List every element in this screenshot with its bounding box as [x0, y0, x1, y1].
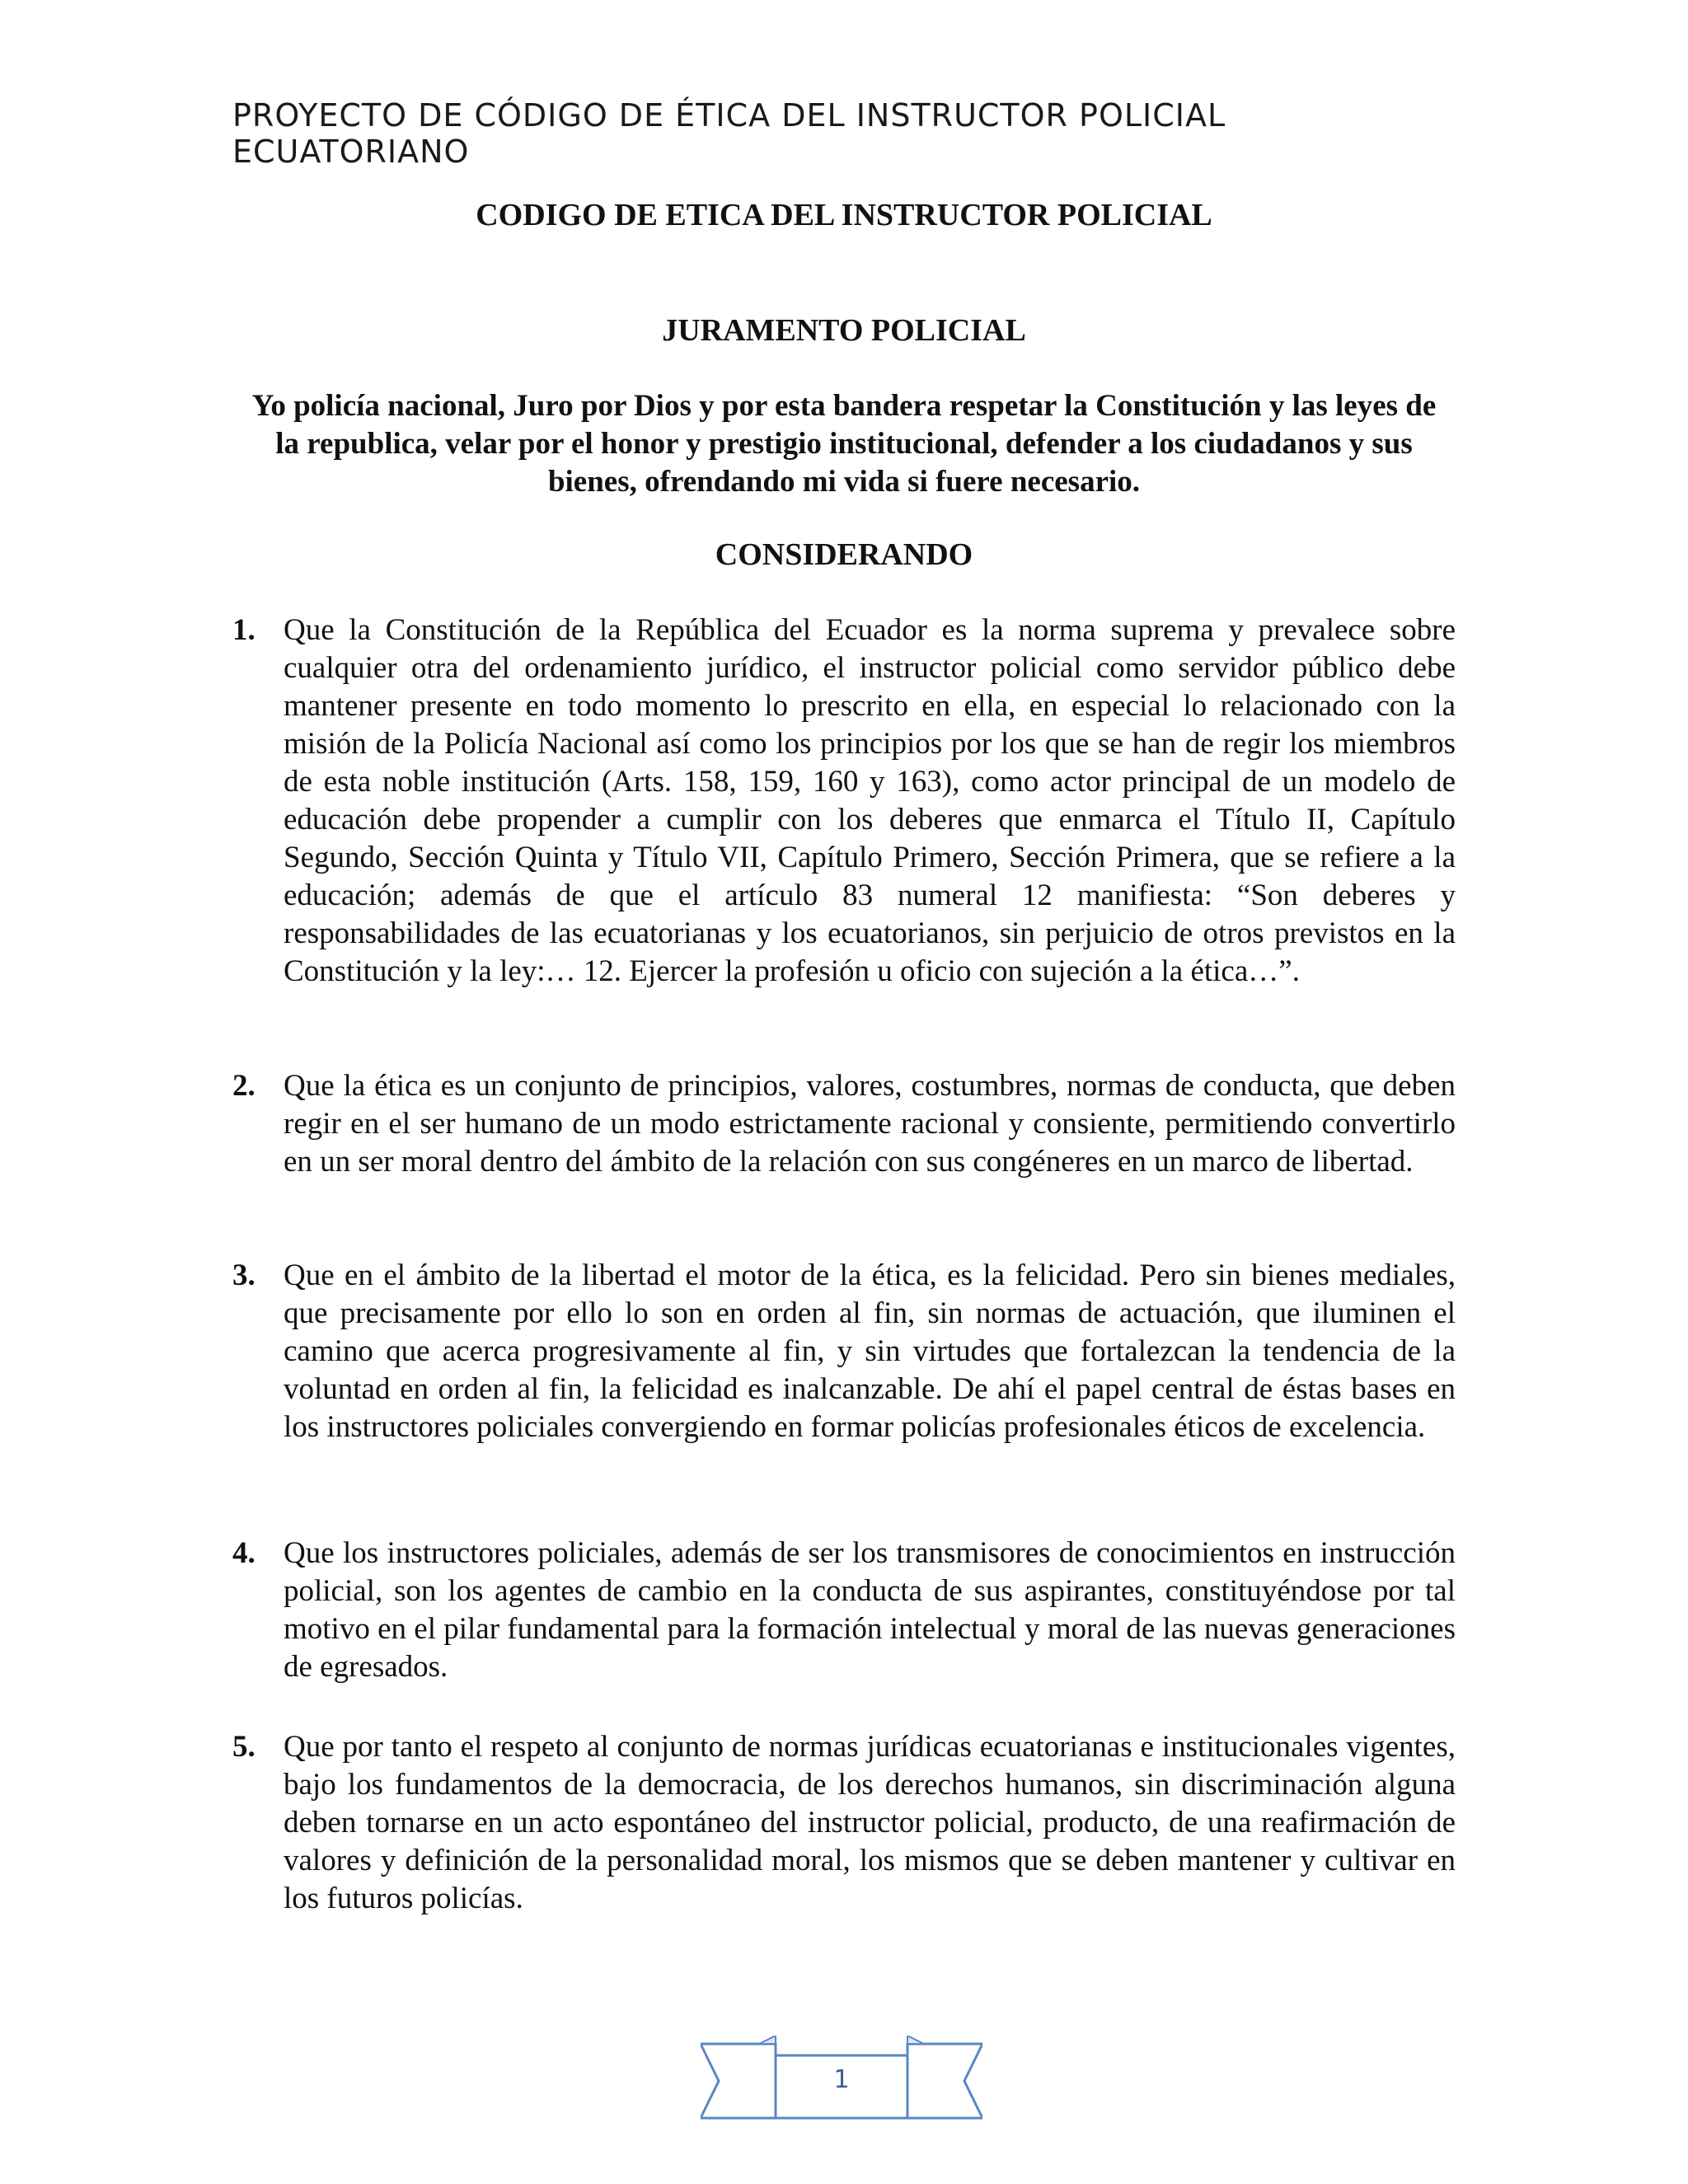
page-number: 1 [833, 2065, 850, 2094]
considerando-item-5 [232, 1728, 1456, 1918]
item-text: Que los instructores policiales, además de ser los transmisores de conocimientos en instrucción policial, son los agentes de cambio en la conducta de sus aspirantes, constituyéndose por tal motivo en el pilar fundamental para la formación intelectual y moral de las nuevas generaciones de egresados. [284, 1536, 1456, 1684]
document-title: CODIGO DE ETICA DEL INSTRUCTOR POLICIAL [476, 198, 1212, 232]
item-text: Que la ética es un conjunto de principios, valores, costumbres, normas de conducta, que deben regir en el ser humano de un modo estrictamente racional y consiente, permitiendo convertirlo en un ser moral dentro del ámbito de la relación con sus congéneres en un marco de libertad. [284, 1069, 1456, 1179]
oath-heading: JURAMENTO POLICIAL [662, 313, 1026, 348]
considerando-item-2 [232, 1067, 1456, 1181]
item-number: 1. [232, 613, 256, 647]
item-text: Que la Constitución de la República del Ecuador es la norma suprema y prevalece sobre cualquier otra del ordenamiento jurídico, el instructor policial como servidor público debe mantener presente en todo momento lo prescrito en ella, en especial lo relacionado con la misión de la Policía Nacional así como los principios por los que se han de regir los miembros de esta noble institución (Arts. 158, 159, 160 y 163), como actor principal de un modelo de educación debe propender a cumplir con los deberes que enmarca el Título II, Capítulo Segundo, Sección Quinta y Título VII, Capítulo Primero, Sección Primera, que se refiere a la educación; además de que el artículo 83 numeral 12 manifiesta: “Son deberes y responsabilidades de las ecuatorianas y los ecuatorianos, sin perjuicio de otros previstos en la Constitución y la ley:… 12. Ejercer la profesión u oficio con sujeción a la ética…”. [284, 613, 1456, 988]
ribbon-right-fold [907, 2036, 924, 2044]
item-text: Que en el ámbito de la libertad el motor de la ética, es la felicidad. Pero sin bienes mediales, que precisamente por ello lo son en orden al fin, sin normas de actuación, que iluminen el camino que acerca progresivamente al fin, y sin virtudes que fortalezcan la tendencia de la voluntad en orden al fin, la felicidad es inalcanzable. De ahí el papel central de éstas bases en los instructores policiales convergiendo en formar policías profesionales éticos de excelencia. [284, 1258, 1456, 1444]
item-number: 2. [232, 1069, 256, 1103]
item-number: 4. [232, 1536, 256, 1570]
considerando-item-3 [232, 1257, 1456, 1446]
ribbon-right-tail [907, 2044, 982, 2118]
ribbon-left-tail [701, 2044, 776, 2118]
running-header: PROYECTO DE CÓDIGO DE ÉTICA DEL INSTRUCTOR POLICIAL ECUATORIANO [232, 97, 1226, 170]
item-text: Que por tanto el respeto al conjunto de normas jurídicas ecuatorianas e institucionales vigentes, bajo los fundamentos de la democracia, de los derechos humanos, sin discriminación alguna deben tornarse en un acto espontáneo del instructor policial, producto, de una reafirmación de valores y definición de la personalidad moral, los mismos que se deben mantener y cultivar en los futuros policías. [284, 1730, 1456, 1915]
item-number: 5. [232, 1730, 256, 1764]
considerando-item-4 [232, 1535, 1456, 1686]
ribbon-left-fold [759, 2036, 776, 2044]
oath-text: Yo policía nacional, Juro por Dios y por esta bandera respetar la Constitución y las leyes de la republica, velar por el honor y prestigio institucional, defender a los ciudadanos y sus bienes, ofrendando mi vida si fuere necesario. [251, 389, 1437, 499]
page-footer [701, 2036, 982, 2126]
considerando-heading: CONSIDERANDO [715, 537, 973, 572]
considerando-item-1 [232, 612, 1456, 991]
item-number: 3. [232, 1258, 256, 1292]
